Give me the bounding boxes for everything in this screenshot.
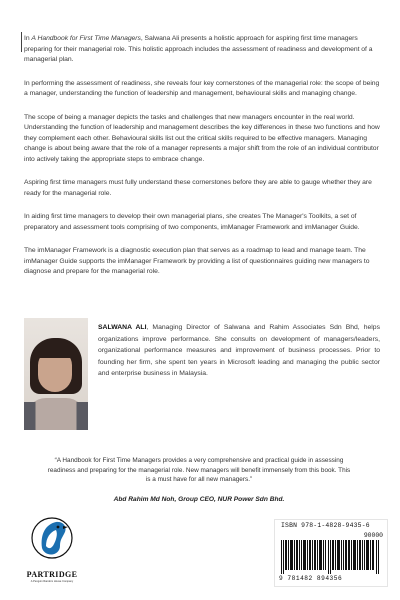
- isbn-text: ISBN 978-1-4828-9435-6: [281, 522, 370, 529]
- barcode-box: [274, 519, 388, 587]
- blurb-paragraph-4: Aspiring first time managers must fully understand these cornerstones before they are able to gauge whether they are ready for the managerial role.: [24, 179, 372, 197]
- blurb-p1-rest: , Salwana Ali presents a holistic approach for aspiring first time managers preparing for their managerial role. This holistic approach includes the assessment of readiness and development of a managerial plan.: [24, 35, 373, 63]
- publisher-name: PARTRIDGE: [26, 570, 78, 579]
- author-photo: [24, 318, 88, 430]
- price-code: 90000: [363, 532, 383, 539]
- publisher-logo: [20, 512, 84, 584]
- blurb-paragraph-1: [24, 34, 380, 66]
- blurb-paragraph-5: In aiding first time managers to develop their own managerial plans, she creates The Manager's Toolkits, a set of preparatory and assessment tools comprising of two components, imManager Framework and imManager Guide.: [24, 213, 360, 231]
- blurb-paragraph-6: The imManager Framework is a diagnostic execution plan that serves as a roadmap to lead and manage team. The imManager Guide supports the imManager Framework by providing a list of questionnaires guiding new managers to diagnose and prepare for the managerial role.: [24, 247, 370, 275]
- penguin-bird-icon: [30, 512, 74, 568]
- blurb-paragraph-2: In performing the assessment of readiness, she reveals four key cornerstones of the managerial role: the scope of being a manager, understanding the function of leadership and management, behavioural skills and managing change.: [24, 79, 380, 97]
- blurb: [24, 34, 380, 291]
- endorsement-attribution: Abd Rahim Md Noh, Group CEO, NUR Power Sdn Bhd.: [113, 496, 285, 503]
- barcode-digits: 9 781482 894356: [279, 575, 343, 582]
- author-bio: [98, 322, 380, 380]
- author-section: [24, 318, 380, 430]
- barcode-bars: [281, 540, 381, 574]
- author-bio-text: , Managing Director of Salwana and Rahim Associates Sdn Bhd, helps organizations improve performance. She consults on development of managers/leaders, organizational performance measures and improvement of business processes. Prior to founding her firm, she spent ten years in Microsoft leading and managing the public sector and enterprise business in Malaysia.: [98, 324, 380, 378]
- author-name: SALWANA ALI: [98, 324, 147, 331]
- endorsement-quote: “A Handbook for First Time Managers provides a very comprehensive and practical guide in assessing readiness and preparing for the managerial role. New managers will benefit immensely from this book. This is a must have for all new managers.”: [47, 457, 351, 484]
- drop-cap-rule: [21, 32, 22, 52]
- publisher-subtitle: A Penguin Random House Company: [30, 580, 74, 583]
- blurb-paragraph-3: The scope of being a manager depicts the tasks and challenges that new managers encounter in the real world. Understanding the function of leadership and management describes the key differences in these two functions and how they complement each other. Behavioural skills list out the critical skills required to be effective managers. Managing change is about being aware that the role of a manager represents a major shift from the role of an individual contributor into actively taking the appropriate steps to embrace change.: [24, 113, 380, 163]
- blurb-lead: In: [24, 35, 32, 42]
- book-title-inline: A Handbook for First Time Managers: [31, 35, 141, 42]
